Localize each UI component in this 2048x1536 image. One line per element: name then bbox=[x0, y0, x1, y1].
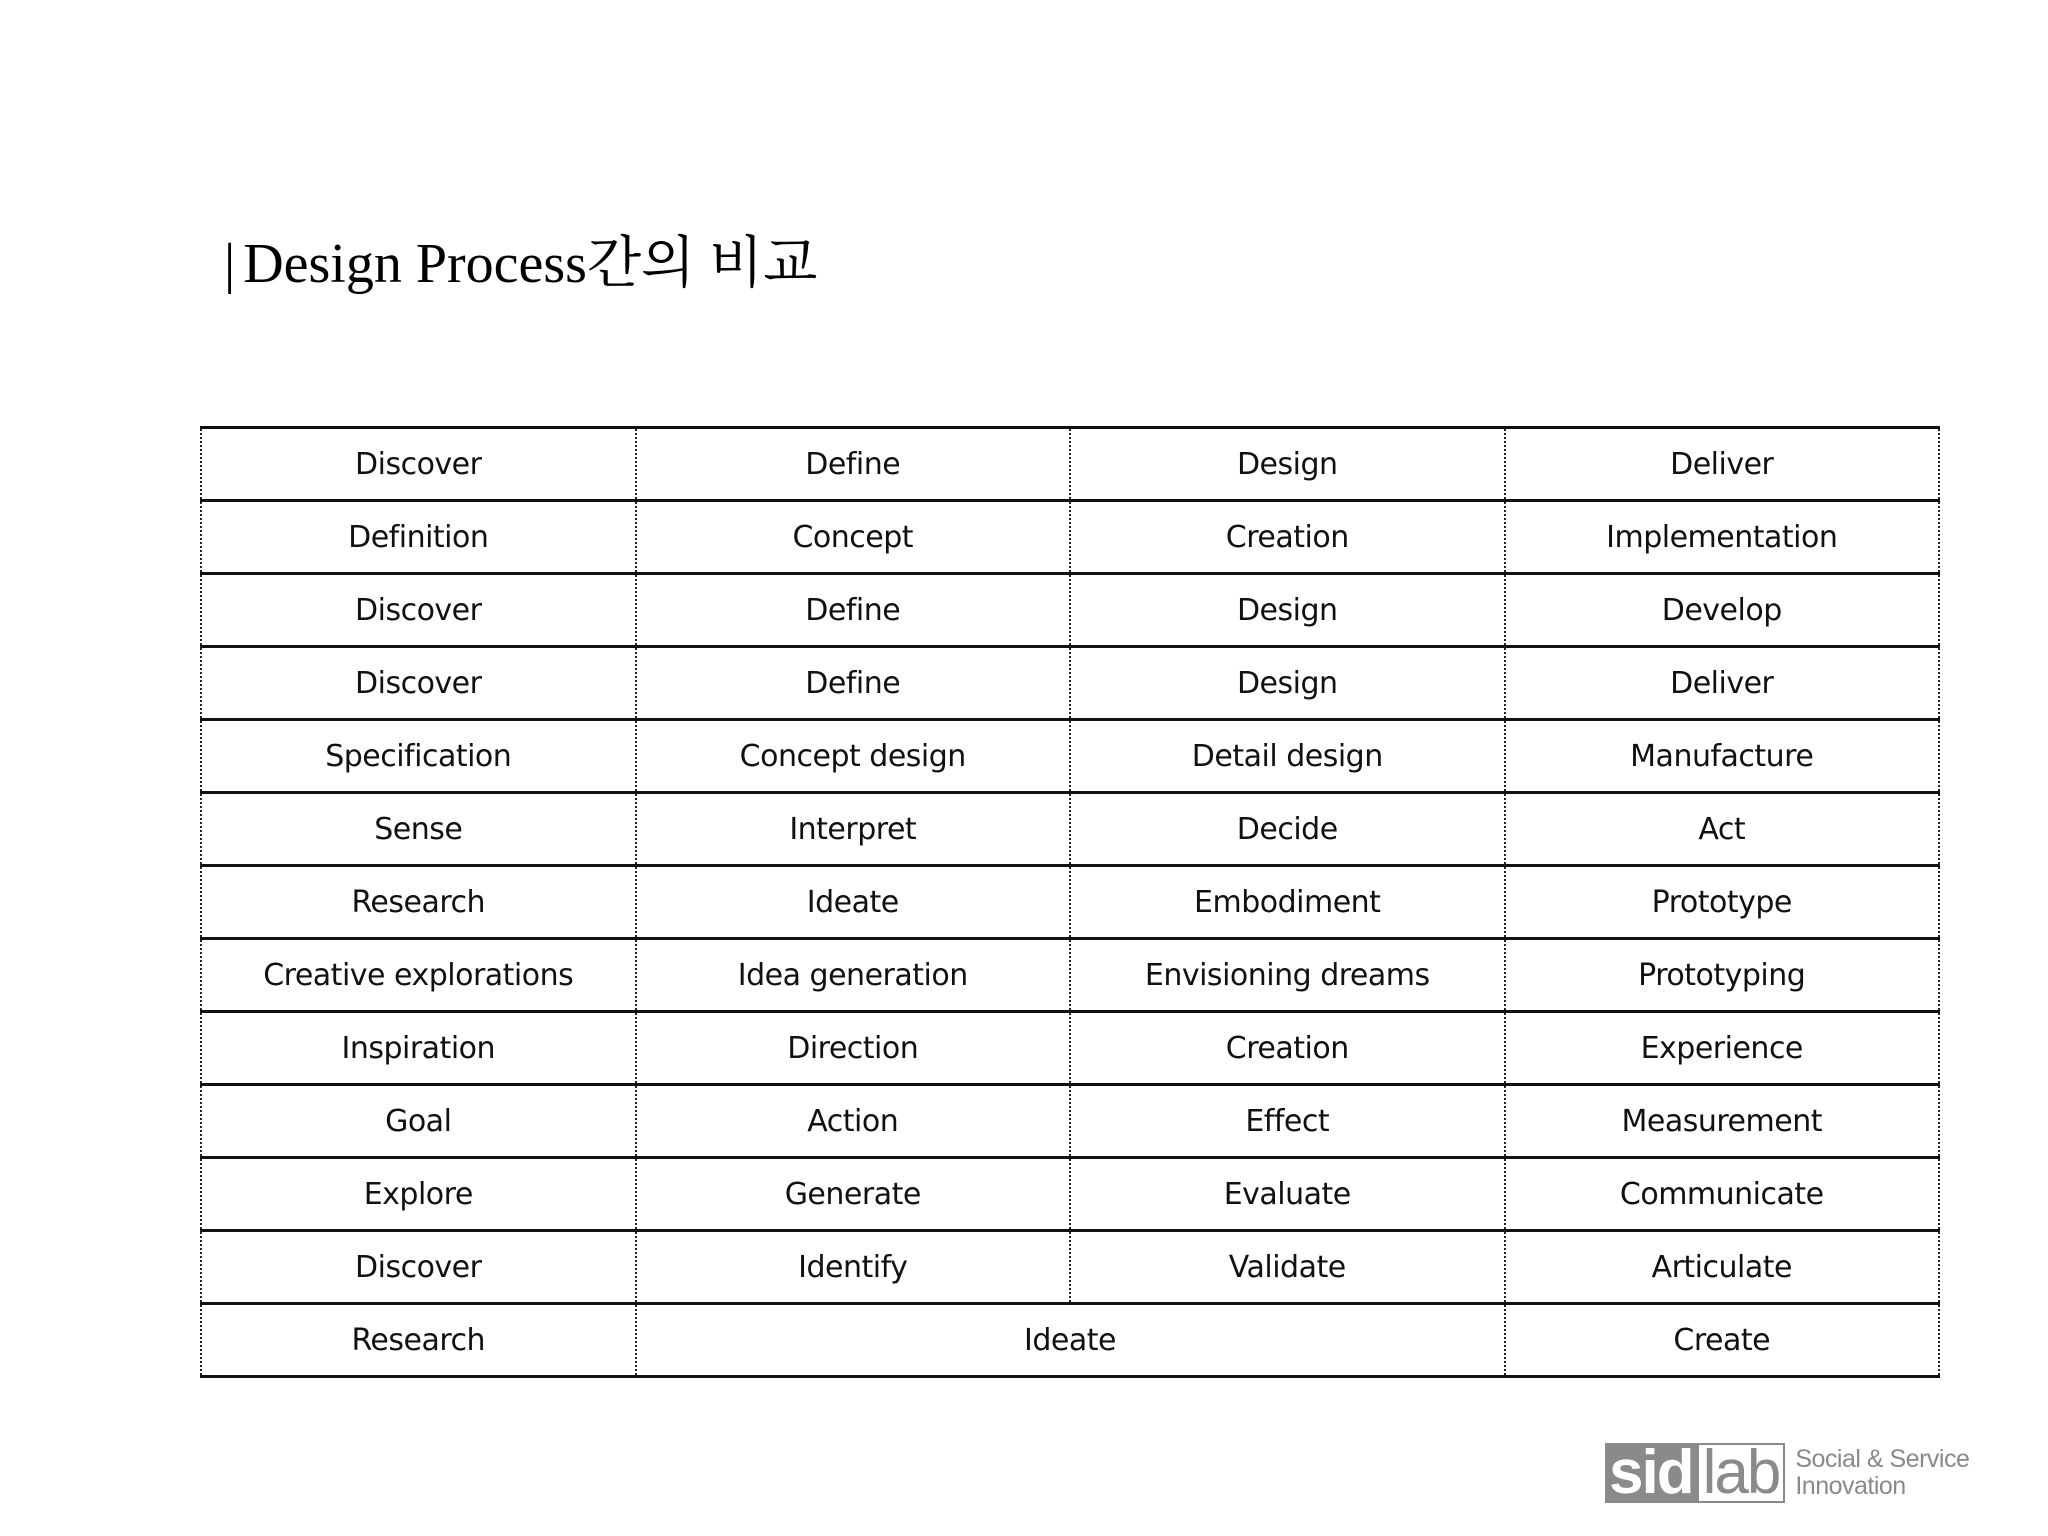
table-cell: Inspiration bbox=[201, 1012, 636, 1085]
table-cell: Sense bbox=[201, 793, 636, 866]
table-row bbox=[201, 647, 1939, 720]
title-text: Design Process간의 비교 bbox=[243, 233, 818, 295]
table-cell: Discover bbox=[201, 574, 636, 647]
table-cell: Goal bbox=[201, 1085, 636, 1158]
table-row bbox=[201, 866, 1939, 939]
table-cell: Detail design bbox=[1070, 720, 1505, 793]
table-cell: Act bbox=[1505, 793, 1940, 866]
table-cell: Create bbox=[1505, 1304, 1940, 1377]
logo-line-2: Innovation bbox=[1795, 1472, 1906, 1500]
logo-lab: lab bbox=[1697, 1443, 1786, 1503]
logo-mark bbox=[1605, 1438, 1785, 1507]
table-cell: Identify bbox=[636, 1231, 1071, 1304]
table-cell: Creation bbox=[1070, 501, 1505, 574]
table-cell: Embodiment bbox=[1070, 866, 1505, 939]
table-row bbox=[201, 1158, 1939, 1231]
table-row bbox=[201, 1231, 1939, 1304]
table-row bbox=[201, 1085, 1939, 1158]
table-cell: Ideate bbox=[636, 866, 1071, 939]
table-cell: Creation bbox=[1070, 1012, 1505, 1085]
table-cell: Define bbox=[636, 428, 1071, 501]
table-cell: Discover bbox=[201, 1231, 636, 1304]
table-cell: Experience bbox=[1505, 1012, 1940, 1085]
table-row bbox=[201, 793, 1939, 866]
table-cell: Design bbox=[1070, 647, 1505, 720]
table-row bbox=[201, 939, 1939, 1012]
table-cell: Design bbox=[1070, 574, 1505, 647]
table-cell: Concept design bbox=[636, 720, 1071, 793]
table-row bbox=[201, 720, 1939, 793]
table-cell: Discover bbox=[201, 647, 636, 720]
logo-sid: sid bbox=[1605, 1443, 1697, 1503]
table-cell: Research bbox=[201, 866, 636, 939]
slide-title bbox=[224, 233, 818, 295]
table-cell: Define bbox=[636, 574, 1071, 647]
table-cell: Generate bbox=[636, 1158, 1071, 1231]
table-cell: Idea generation bbox=[636, 939, 1071, 1012]
table-cell: Communicate bbox=[1505, 1158, 1940, 1231]
table-cell: Research bbox=[201, 1304, 636, 1377]
table-cell: Discover bbox=[201, 428, 636, 501]
table-cell: Interpret bbox=[636, 793, 1071, 866]
table-cell: Deliver bbox=[1505, 647, 1940, 720]
table-row bbox=[201, 501, 1939, 574]
table-cell: Manufacture bbox=[1505, 720, 1940, 793]
table-cell: Decide bbox=[1070, 793, 1505, 866]
table-cell: Effect bbox=[1070, 1085, 1505, 1158]
table-row bbox=[201, 1012, 1939, 1085]
table-row bbox=[201, 428, 1939, 501]
table-cell: Prototype bbox=[1505, 866, 1940, 939]
table-cell: Validate bbox=[1070, 1231, 1505, 1304]
table-row bbox=[201, 1304, 1939, 1377]
table-cell: Design bbox=[1070, 428, 1505, 501]
table-cell: Explore bbox=[201, 1158, 636, 1231]
design-process-table bbox=[200, 426, 1940, 1378]
table-body bbox=[201, 428, 1939, 1377]
table-row bbox=[201, 574, 1939, 647]
table-cell: Evaluate bbox=[1070, 1158, 1505, 1231]
table-cell: Ideate bbox=[636, 1304, 1505, 1377]
table-cell: Measurement bbox=[1505, 1085, 1940, 1158]
table-cell: Deliver bbox=[1505, 428, 1940, 501]
logo-line-1: Social & Service bbox=[1795, 1445, 1970, 1473]
table-cell: Concept bbox=[636, 501, 1071, 574]
table-cell: Envisioning dreams bbox=[1070, 939, 1505, 1012]
table-cell: Action bbox=[636, 1085, 1071, 1158]
table-cell: Implementation bbox=[1505, 501, 1940, 574]
logo-text bbox=[1795, 1446, 1969, 1500]
table-cell: Creative explorations bbox=[201, 939, 636, 1012]
table-cell: Specification bbox=[201, 720, 636, 793]
table-cell: Definition bbox=[201, 501, 636, 574]
table-cell: Prototyping bbox=[1505, 939, 1940, 1012]
title-bar-glyph: | bbox=[224, 233, 236, 295]
table-cell: Direction bbox=[636, 1012, 1071, 1085]
sidlab-logo bbox=[1605, 1438, 1970, 1507]
table-cell: Articulate bbox=[1505, 1231, 1940, 1304]
table-cell: Define bbox=[636, 647, 1071, 720]
table-cell: Develop bbox=[1505, 574, 1940, 647]
